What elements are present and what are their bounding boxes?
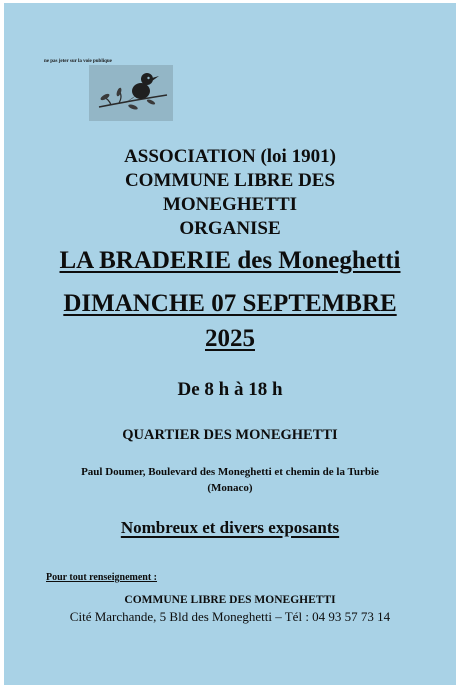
quartier: QUARTIER DES MONEGHETTI [122, 427, 338, 443]
association-line-2: COMMUNE LIBRE DES [124, 170, 336, 191]
event-title [4, 247, 456, 275]
year-text: 2025 [205, 325, 255, 352]
address-line-2: (Monaco) [207, 482, 253, 494]
event-title-text: LA BRADERIE des Moneghetti [59, 247, 401, 274]
info-label: Pour tout renseignement : [46, 572, 158, 583]
notice-text: ne pas jeter sur la voie publique [44, 59, 112, 64]
exposants-line [4, 518, 456, 538]
date-text: DIMANCHE 07 SEPTEMBRE [63, 290, 397, 317]
date-line [4, 290, 456, 318]
flyer-sheet [4, 3, 456, 685]
association-line-3: MONEGHETTI [162, 194, 298, 215]
contact-line: Cité Marchande, 5 Bld des Moneghetti – Tél : 04 93 57 73 14 [69, 609, 391, 624]
exposants-text: Nombreux et divers exposants [120, 518, 340, 537]
organizer: COMMUNE LIBRE DES MONEGHETTI [124, 594, 336, 606]
association-line-4: ORGANISE [179, 218, 281, 239]
association-line-1: ASSOCIATION (loi 1901) [124, 146, 336, 167]
bird-logo [89, 65, 173, 121]
bird-on-branch-icon [89, 65, 173, 121]
hours: De 8 h à 18 h [177, 379, 283, 400]
year-line [4, 325, 456, 353]
address-line-1: Paul Doumer, Boulevard des Moneghetti et chemin de la Turbie [81, 466, 379, 478]
